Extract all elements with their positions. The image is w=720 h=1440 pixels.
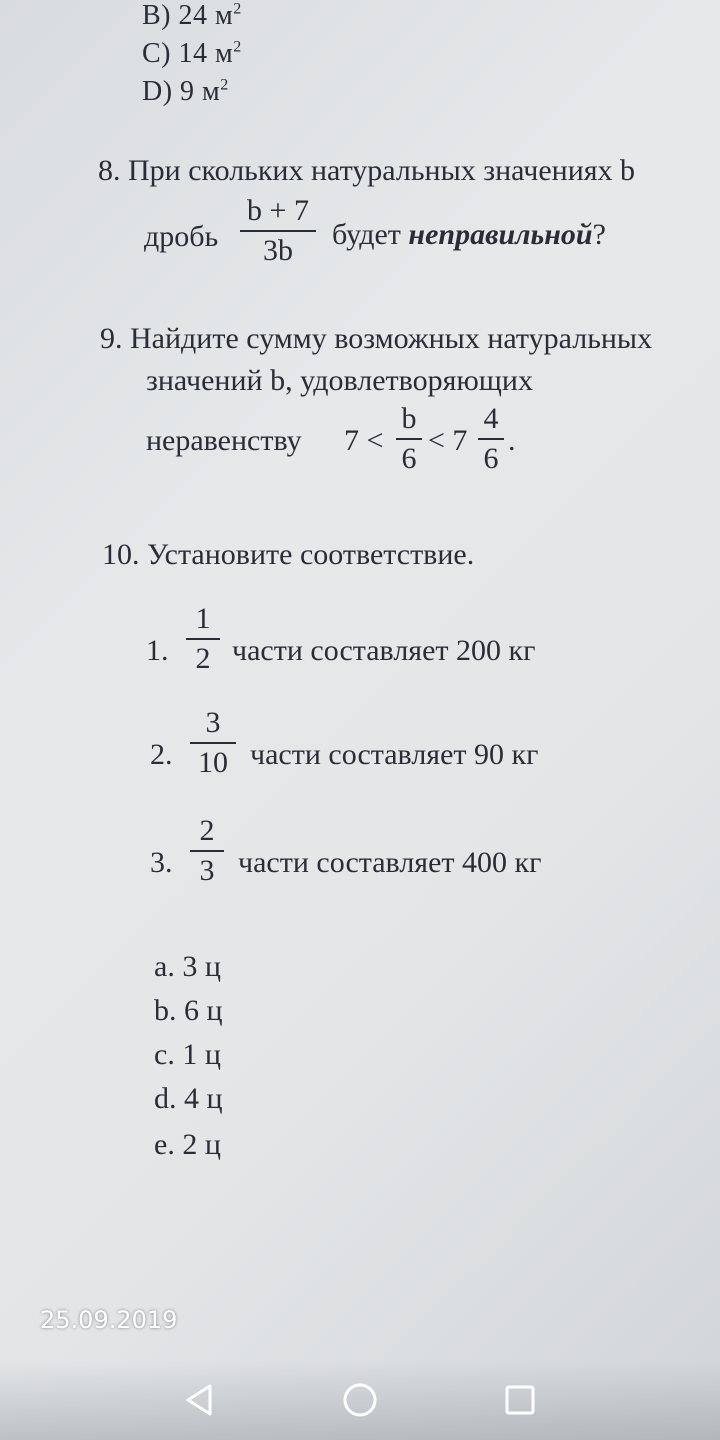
fraction-bar: [396, 438, 422, 440]
fraction-denominator: 3: [199, 854, 215, 887]
match-item-2-fraction: [190, 708, 236, 778]
fraction-denominator: 10: [198, 746, 228, 779]
option-b: B) 24 $м^2$: [142, 0, 242, 31]
fraction-bar: [186, 638, 220, 640]
match-item-3-index: 3.: [150, 846, 173, 879]
question-9-fraction-1: [396, 404, 422, 474]
question-9-ineq-mid: < 7: [428, 424, 468, 457]
answer-e: e. 2 ц: [154, 1128, 221, 1161]
answer-a: a. 3 ц: [154, 950, 221, 983]
question-9-end: .: [508, 424, 516, 457]
answer-b: b. 6 ц: [154, 994, 223, 1027]
home-icon[interactable]: [340, 1380, 380, 1420]
answer-d: d. 4 ц: [154, 1082, 223, 1115]
question-8-fraction-numerator: b + 7: [247, 194, 309, 227]
fraction-denominator: 2: [195, 642, 211, 675]
option-c: C) 14 $м^2$: [142, 38, 242, 69]
match-item-1-index: 1.: [146, 634, 169, 667]
question-9-line1: 9. Найдите сумму возможных натуральных: [100, 322, 653, 355]
question-9-fraction-2: [478, 404, 504, 474]
question-8-fraction: [240, 196, 316, 266]
match-item-3-text: части составляет 400 кг: [238, 846, 542, 879]
question-8-fraction-denominator: 3b: [263, 234, 293, 267]
question-9-line2: значений b, удовлетворяющих: [146, 364, 533, 397]
match-item-3-fraction: [190, 816, 224, 886]
question-8-suffix: будет неправильной?: [332, 218, 606, 251]
fraction-numerator: 1: [195, 602, 211, 635]
recents-icon[interactable]: [500, 1380, 540, 1420]
match-item-2-index: 2.: [150, 738, 173, 771]
question-8-emphasis: неправильной: [408, 218, 593, 251]
fraction-numerator: b: [401, 402, 417, 435]
question-9-line3-prefix: неравенству: [146, 424, 302, 457]
answer-c: c. 1 ц: [154, 1038, 221, 1071]
match-item-1-text: части составляет 200 кг: [232, 634, 536, 667]
fraction-numerator: 3: [205, 706, 221, 739]
fraction-numerator: 2: [199, 814, 215, 847]
match-item-1-fraction: [186, 604, 220, 674]
fraction-bar: [478, 438, 504, 440]
question-9-ineq-left: 7 <: [344, 424, 384, 457]
question-8-line1: 8. При скольких натуральных значениях b: [98, 154, 636, 187]
fraction-numerator: 4: [483, 402, 499, 435]
fraction-bar: [190, 742, 236, 744]
fraction-denominator: 6: [401, 442, 417, 475]
question-8-prefix: дробь: [144, 220, 219, 253]
back-icon[interactable]: [180, 1380, 220, 1420]
match-item-2-text: части составляет 90 кг: [250, 738, 539, 771]
question-10-title: 10. Установите соответствие.: [102, 538, 475, 571]
date-stamp: 25.09.2019: [40, 1306, 178, 1334]
fraction-denominator: 6: [483, 442, 499, 475]
fraction-bar: [190, 850, 224, 852]
option-d: D) 9 $м^2$: [142, 76, 229, 107]
fraction-bar: [240, 230, 316, 232]
